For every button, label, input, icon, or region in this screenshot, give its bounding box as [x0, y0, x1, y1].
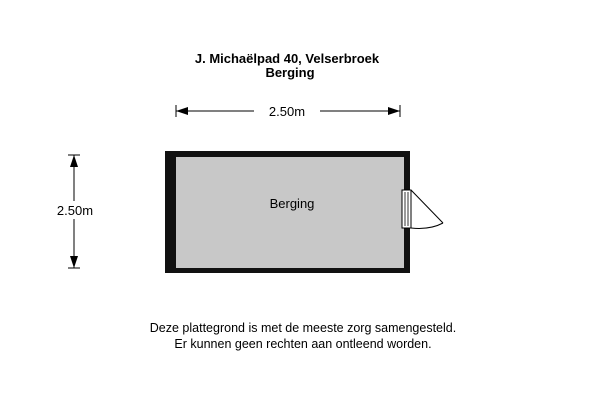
height-arrow-bottom: [70, 256, 78, 268]
door-swing-arc: [411, 223, 443, 228]
plan-subtitle: Berging: [265, 65, 315, 80]
height-arrow-top: [70, 155, 78, 167]
width-arrow-left: [176, 107, 188, 115]
disclaimer-line-1: Deze plattegrond is met de meeste zorg samengesteld.: [149, 321, 457, 335]
room-floor: [176, 157, 404, 268]
room-berging: [165, 151, 410, 273]
width-arrow-right: [388, 107, 400, 115]
plan-address-title: J. Michaëlpad 40, Velserbroek: [194, 51, 380, 66]
width-dimension-label: 2.50m: [268, 104, 306, 119]
room-label: Berging: [269, 196, 315, 211]
height-dimension-label: 2.50m: [56, 203, 94, 218]
width-dimension: [176, 102, 400, 120]
door-frame: [402, 190, 411, 228]
height-dimension: [44, 155, 106, 268]
door-leaf: [411, 190, 443, 223]
disclaimer-line-2: Er kunnen geen rechten aan ontleend worden.: [174, 337, 432, 351]
door: [402, 190, 443, 228]
